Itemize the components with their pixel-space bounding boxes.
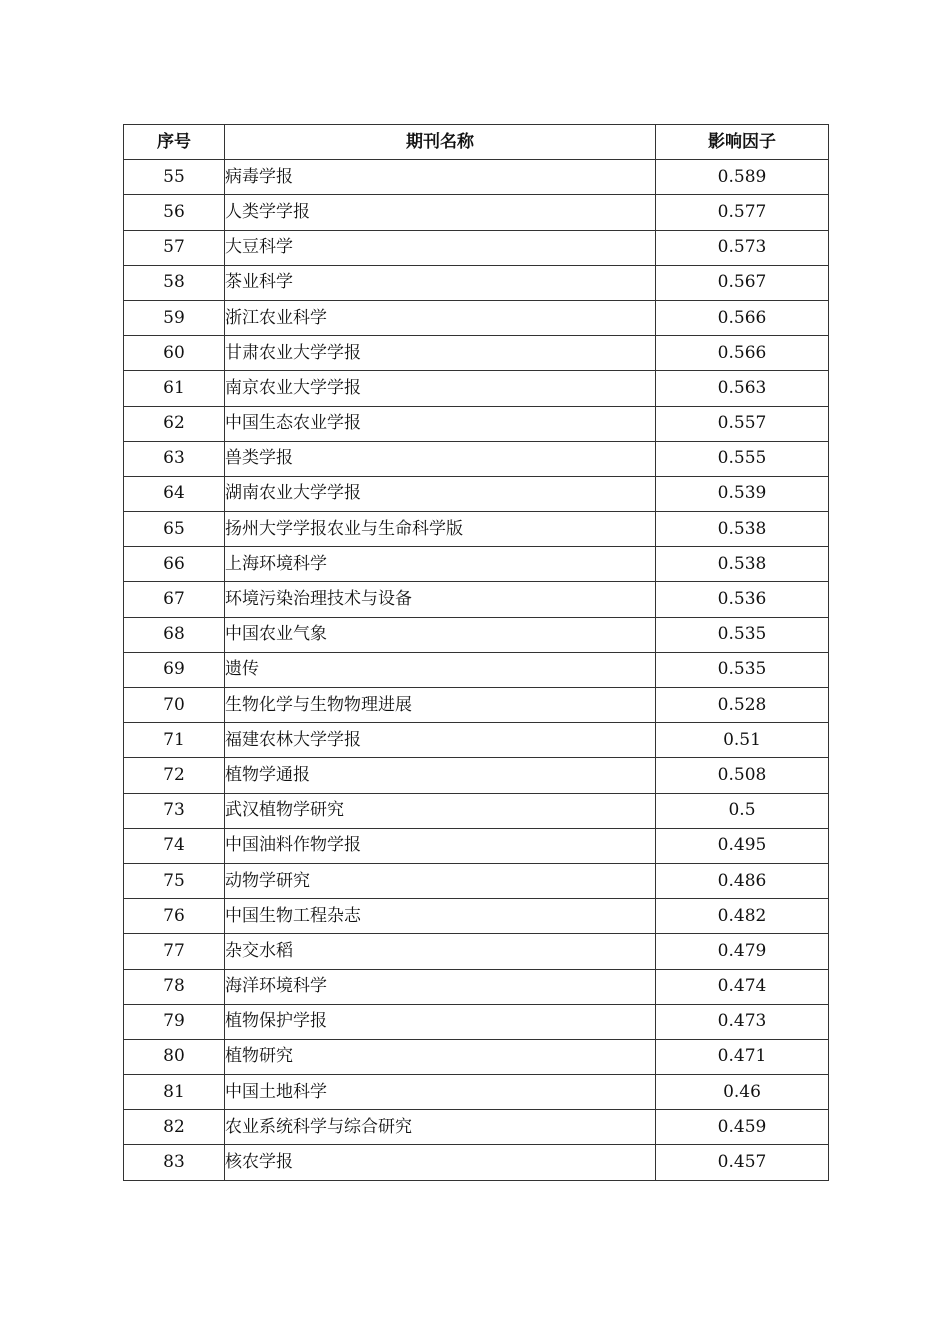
cell-journal-name: 中国农业气象 [225, 617, 656, 652]
cell-journal-name: 杂交水稻 [225, 934, 656, 969]
table-header [124, 125, 829, 160]
table-row [124, 617, 829, 652]
cell-serial-number: 73 [124, 793, 225, 828]
cell-impact-factor: 0.577 [656, 195, 829, 230]
cell-serial-number: 61 [124, 371, 225, 406]
cell-serial-number: 66 [124, 547, 225, 582]
cell-journal-name: 中国土地科学 [225, 1075, 656, 1110]
table-row [124, 582, 829, 617]
cell-serial-number: 67 [124, 582, 225, 617]
table-row [124, 371, 829, 406]
header-serial-number: 序号 [124, 125, 225, 160]
table-row [124, 863, 829, 898]
cell-serial-number: 62 [124, 406, 225, 441]
cell-impact-factor: 0.589 [656, 160, 829, 195]
cell-impact-factor: 0.495 [656, 828, 829, 863]
table-body [124, 160, 829, 1180]
table-row [124, 476, 829, 511]
cell-serial-number: 76 [124, 899, 225, 934]
table-row [124, 1004, 829, 1039]
cell-impact-factor: 0.538 [656, 547, 829, 582]
table-row [124, 969, 829, 1004]
cell-journal-name: 环境污染治理技术与设备 [225, 582, 656, 617]
cell-impact-factor: 0.5 [656, 793, 829, 828]
cell-journal-name: 武汉植物学研究 [225, 793, 656, 828]
table-row [124, 1075, 829, 1110]
cell-serial-number: 60 [124, 336, 225, 371]
cell-serial-number: 63 [124, 441, 225, 476]
cell-journal-name: 人类学学报 [225, 195, 656, 230]
journal-impact-table [123, 124, 829, 1181]
table-row [124, 758, 829, 793]
cell-journal-name: 浙江农业科学 [225, 300, 656, 335]
cell-serial-number: 56 [124, 195, 225, 230]
cell-journal-name: 中国生态农业学报 [225, 406, 656, 441]
header-impact-factor: 影响因子 [656, 125, 829, 160]
cell-serial-number: 65 [124, 512, 225, 547]
cell-journal-name: 海洋环境科学 [225, 969, 656, 1004]
cell-serial-number: 81 [124, 1075, 225, 1110]
header-row [124, 125, 829, 160]
cell-serial-number: 70 [124, 688, 225, 723]
table-row [124, 828, 829, 863]
table-row [124, 160, 829, 195]
cell-journal-name: 扬州大学学报农业与生命科学版 [225, 512, 656, 547]
table-row [124, 336, 829, 371]
cell-impact-factor: 0.535 [656, 617, 829, 652]
cell-journal-name: 中国生物工程杂志 [225, 899, 656, 934]
cell-serial-number: 64 [124, 476, 225, 511]
cell-serial-number: 59 [124, 300, 225, 335]
table-row [124, 406, 829, 441]
cell-serial-number: 71 [124, 723, 225, 758]
cell-impact-factor: 0.486 [656, 863, 829, 898]
cell-impact-factor: 0.528 [656, 688, 829, 723]
cell-journal-name: 上海环境科学 [225, 547, 656, 582]
cell-impact-factor: 0.573 [656, 230, 829, 265]
table-row [124, 1145, 829, 1180]
table-row [124, 547, 829, 582]
table-row [124, 652, 829, 687]
cell-journal-name: 中国油料作物学报 [225, 828, 656, 863]
cell-impact-factor: 0.566 [656, 336, 829, 371]
table-row [124, 723, 829, 758]
cell-journal-name: 植物学通报 [225, 758, 656, 793]
cell-impact-factor: 0.539 [656, 476, 829, 511]
cell-impact-factor: 0.538 [656, 512, 829, 547]
cell-impact-factor: 0.536 [656, 582, 829, 617]
cell-impact-factor: 0.567 [656, 265, 829, 300]
cell-impact-factor: 0.566 [656, 300, 829, 335]
cell-serial-number: 80 [124, 1039, 225, 1074]
table-row [124, 265, 829, 300]
cell-serial-number: 68 [124, 617, 225, 652]
cell-impact-factor: 0.473 [656, 1004, 829, 1039]
cell-journal-name: 甘肃农业大学学报 [225, 336, 656, 371]
cell-journal-name: 植物保护学报 [225, 1004, 656, 1039]
cell-journal-name: 病毒学报 [225, 160, 656, 195]
cell-journal-name: 兽类学报 [225, 441, 656, 476]
cell-serial-number: 69 [124, 652, 225, 687]
cell-serial-number: 79 [124, 1004, 225, 1039]
table-row [124, 688, 829, 723]
table-row [124, 300, 829, 335]
cell-impact-factor: 0.482 [656, 899, 829, 934]
cell-journal-name: 植物研究 [225, 1039, 656, 1074]
cell-impact-factor: 0.51 [656, 723, 829, 758]
cell-journal-name: 茶业科学 [225, 265, 656, 300]
cell-impact-factor: 0.474 [656, 969, 829, 1004]
cell-serial-number: 77 [124, 934, 225, 969]
cell-journal-name: 农业系统科学与综合研究 [225, 1110, 656, 1145]
table-row [124, 934, 829, 969]
table-row [124, 512, 829, 547]
cell-impact-factor: 0.555 [656, 441, 829, 476]
cell-journal-name: 大豆科学 [225, 230, 656, 265]
cell-serial-number: 82 [124, 1110, 225, 1145]
document-page [123, 124, 828, 1181]
cell-serial-number: 83 [124, 1145, 225, 1180]
cell-journal-name: 遗传 [225, 652, 656, 687]
table-row [124, 441, 829, 476]
cell-journal-name: 生物化学与生物物理进展 [225, 688, 656, 723]
cell-journal-name: 湖南农业大学学报 [225, 476, 656, 511]
table-row [124, 195, 829, 230]
table-row [124, 1039, 829, 1074]
table-row [124, 793, 829, 828]
cell-journal-name: 福建农林大学学报 [225, 723, 656, 758]
cell-impact-factor: 0.563 [656, 371, 829, 406]
cell-serial-number: 78 [124, 969, 225, 1004]
cell-impact-factor: 0.508 [656, 758, 829, 793]
cell-journal-name: 南京农业大学学报 [225, 371, 656, 406]
header-journal-name: 期刊名称 [225, 125, 656, 160]
cell-impact-factor: 0.535 [656, 652, 829, 687]
cell-impact-factor: 0.557 [656, 406, 829, 441]
cell-serial-number: 58 [124, 265, 225, 300]
cell-serial-number: 55 [124, 160, 225, 195]
cell-serial-number: 74 [124, 828, 225, 863]
table-row [124, 230, 829, 265]
cell-serial-number: 72 [124, 758, 225, 793]
table-row [124, 899, 829, 934]
cell-impact-factor: 0.471 [656, 1039, 829, 1074]
cell-journal-name: 核农学报 [225, 1145, 656, 1180]
cell-impact-factor: 0.459 [656, 1110, 829, 1145]
cell-impact-factor: 0.46 [656, 1075, 829, 1110]
cell-serial-number: 57 [124, 230, 225, 265]
cell-journal-name: 动物学研究 [225, 863, 656, 898]
cell-impact-factor: 0.479 [656, 934, 829, 969]
cell-serial-number: 75 [124, 863, 225, 898]
table-row [124, 1110, 829, 1145]
cell-impact-factor: 0.457 [656, 1145, 829, 1180]
